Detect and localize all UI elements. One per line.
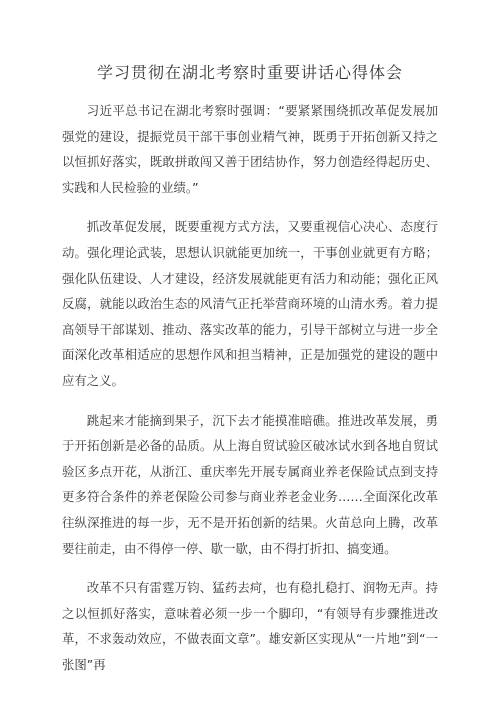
paragraph-4: 改革不只有雷霆万钧、猛药去疴，也有稳扎稳打、润物无声。持之以恒抓好落实，意味着必须一步一个脚印，“有领导有步骤推进改革，不求轰动效应，不做表面文章”。雄安新区实现从“一片地”到“一张图”再: [62, 580, 438, 672]
paragraph-2: 抓改革促发展，既要重视方式方法，又要重视信心决心、态度行动。强化理论武装，思想认识就能更加统一，干事创业就更有方略；强化队伍建设、人才建设，经济发展就能更有活力和动能；强化正风反腐，就能以政治生态的风清气正托举营商环境的山清水秀。着力提高领导干部谋划、推动、落实改革的能力，引导干部树立与进一步全面深化改革相适应的思想作风和担当精神，正是加强党的建设的题中应有之义。: [62, 219, 438, 388]
paragraph-1: 习近平总书记在湖北考察时强调：“要紧紧围绕抓改革促发展加强党的建设，提振党员干部干事创业精气神，既勇于开拓创新又持之以恒抓好落实，既敢拼敢闯又善于团结协作，努力创造经得起历史、实践和人民检验的业绩。”: [62, 103, 438, 195]
document-title: 学习贯彻在湖北考察时重要讲话心得体会: [96, 63, 403, 82]
paragraph-3: 跳起来才能摘到果子，沉下去才能摸准暗礁。推进改革发展，勇于开拓创新是必备的品质。从上海自贸试验区破冰试水到各地自贸试验区多点开花，从浙江、重庆率先开展专属商业养老保险试点到支持更多符合条件的养老保险公司参与商业养老金业务……全面深化改革往纵深推进的每一步，无不是开拓创新的结果。火苗总向上腾，改革要往前走，由不得停一停、歇一歇，由不得打折扣、搞变通。: [62, 412, 438, 556]
document-body: [62, 98, 438, 677]
